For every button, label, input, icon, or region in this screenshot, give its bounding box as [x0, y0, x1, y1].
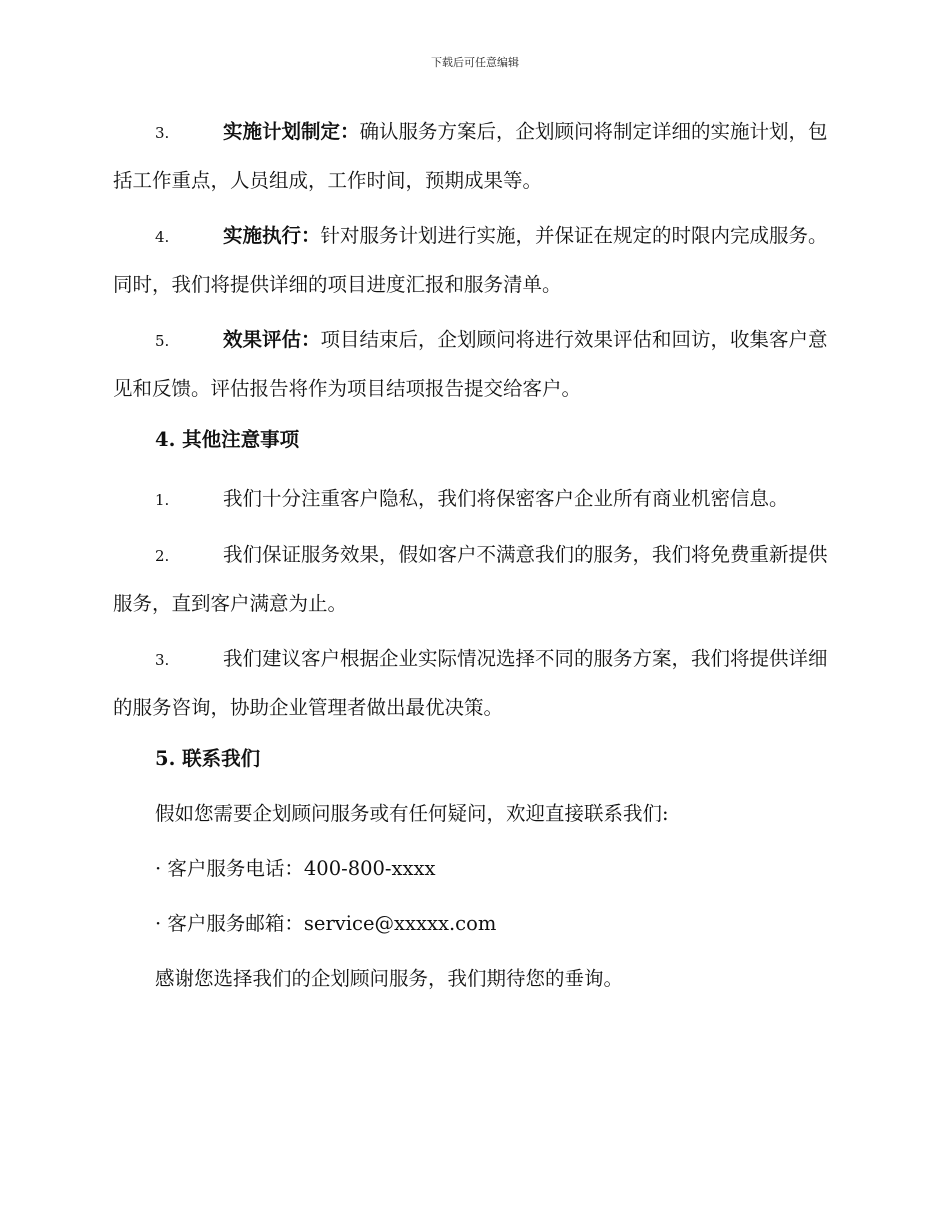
section-heading: 5. 联系我们 [155, 747, 261, 770]
contact-email: · 客户服务邮箱：service@xxxxx.com [155, 912, 497, 935]
section-heading: 4. 其他注意事项 [155, 428, 300, 451]
step-text: 针对服务计划进行实施，并保证在规定的时限内完成服务。同时，我们将提供详细的项目进度汇报和服务清单。 [113, 224, 828, 296]
note-number: 3. [155, 651, 170, 669]
step-item [113, 316, 841, 413]
note-item [113, 635, 841, 732]
step-item [113, 108, 841, 205]
step-title: 实施执行： [223, 224, 321, 247]
note-number: 2. [155, 547, 170, 565]
step-title: 实施计划制定： [223, 120, 360, 143]
step-text: 项目结束后，企划顾问将进行效果评估和回访，收集客户意见和反馈。评估报告将作为项目结项报告提交给客户。 [113, 328, 828, 400]
document-body [113, 108, 841, 1014]
step-title: 效果评估： [223, 328, 321, 351]
note-item [113, 475, 841, 524]
note-item [113, 531, 841, 628]
contact-intro: 假如您需要企划顾问服务或有任何疑问，欢迎直接联系我们: [155, 802, 669, 825]
step-item [113, 212, 841, 309]
step-number: 4. [155, 228, 170, 246]
step-text: 确认服务方案后，企划顾问将制定详细的实施计划，包括工作重点，人员组成，工作时间，预期成果等。 [113, 120, 828, 192]
closing-text: 感谢您选择我们的企划顾问服务，我们期待您的垂询。 [155, 967, 624, 990]
note-text: 我们保证服务效果，假如客户不满意我们的服务，我们将免费重新提供服务，直到客户满意为止。 [113, 543, 828, 615]
note-number: 1. [155, 491, 170, 509]
contact-phone: · 客户服务电话：400-800-xxxx [155, 857, 436, 880]
step-number: 5. [155, 332, 170, 350]
page-header: 下载后可任意编辑 [431, 56, 519, 69]
note-text: 我们十分注重客户隐私，我们将保密客户企业所有商业机密信息。 [223, 487, 789, 510]
step-number: 3. [155, 124, 170, 142]
note-text: 我们建议客户根据企业实际情况选择不同的服务方案，我们将提供详细的服务咨询，协助企业管理者做出最优决策。 [113, 647, 828, 719]
